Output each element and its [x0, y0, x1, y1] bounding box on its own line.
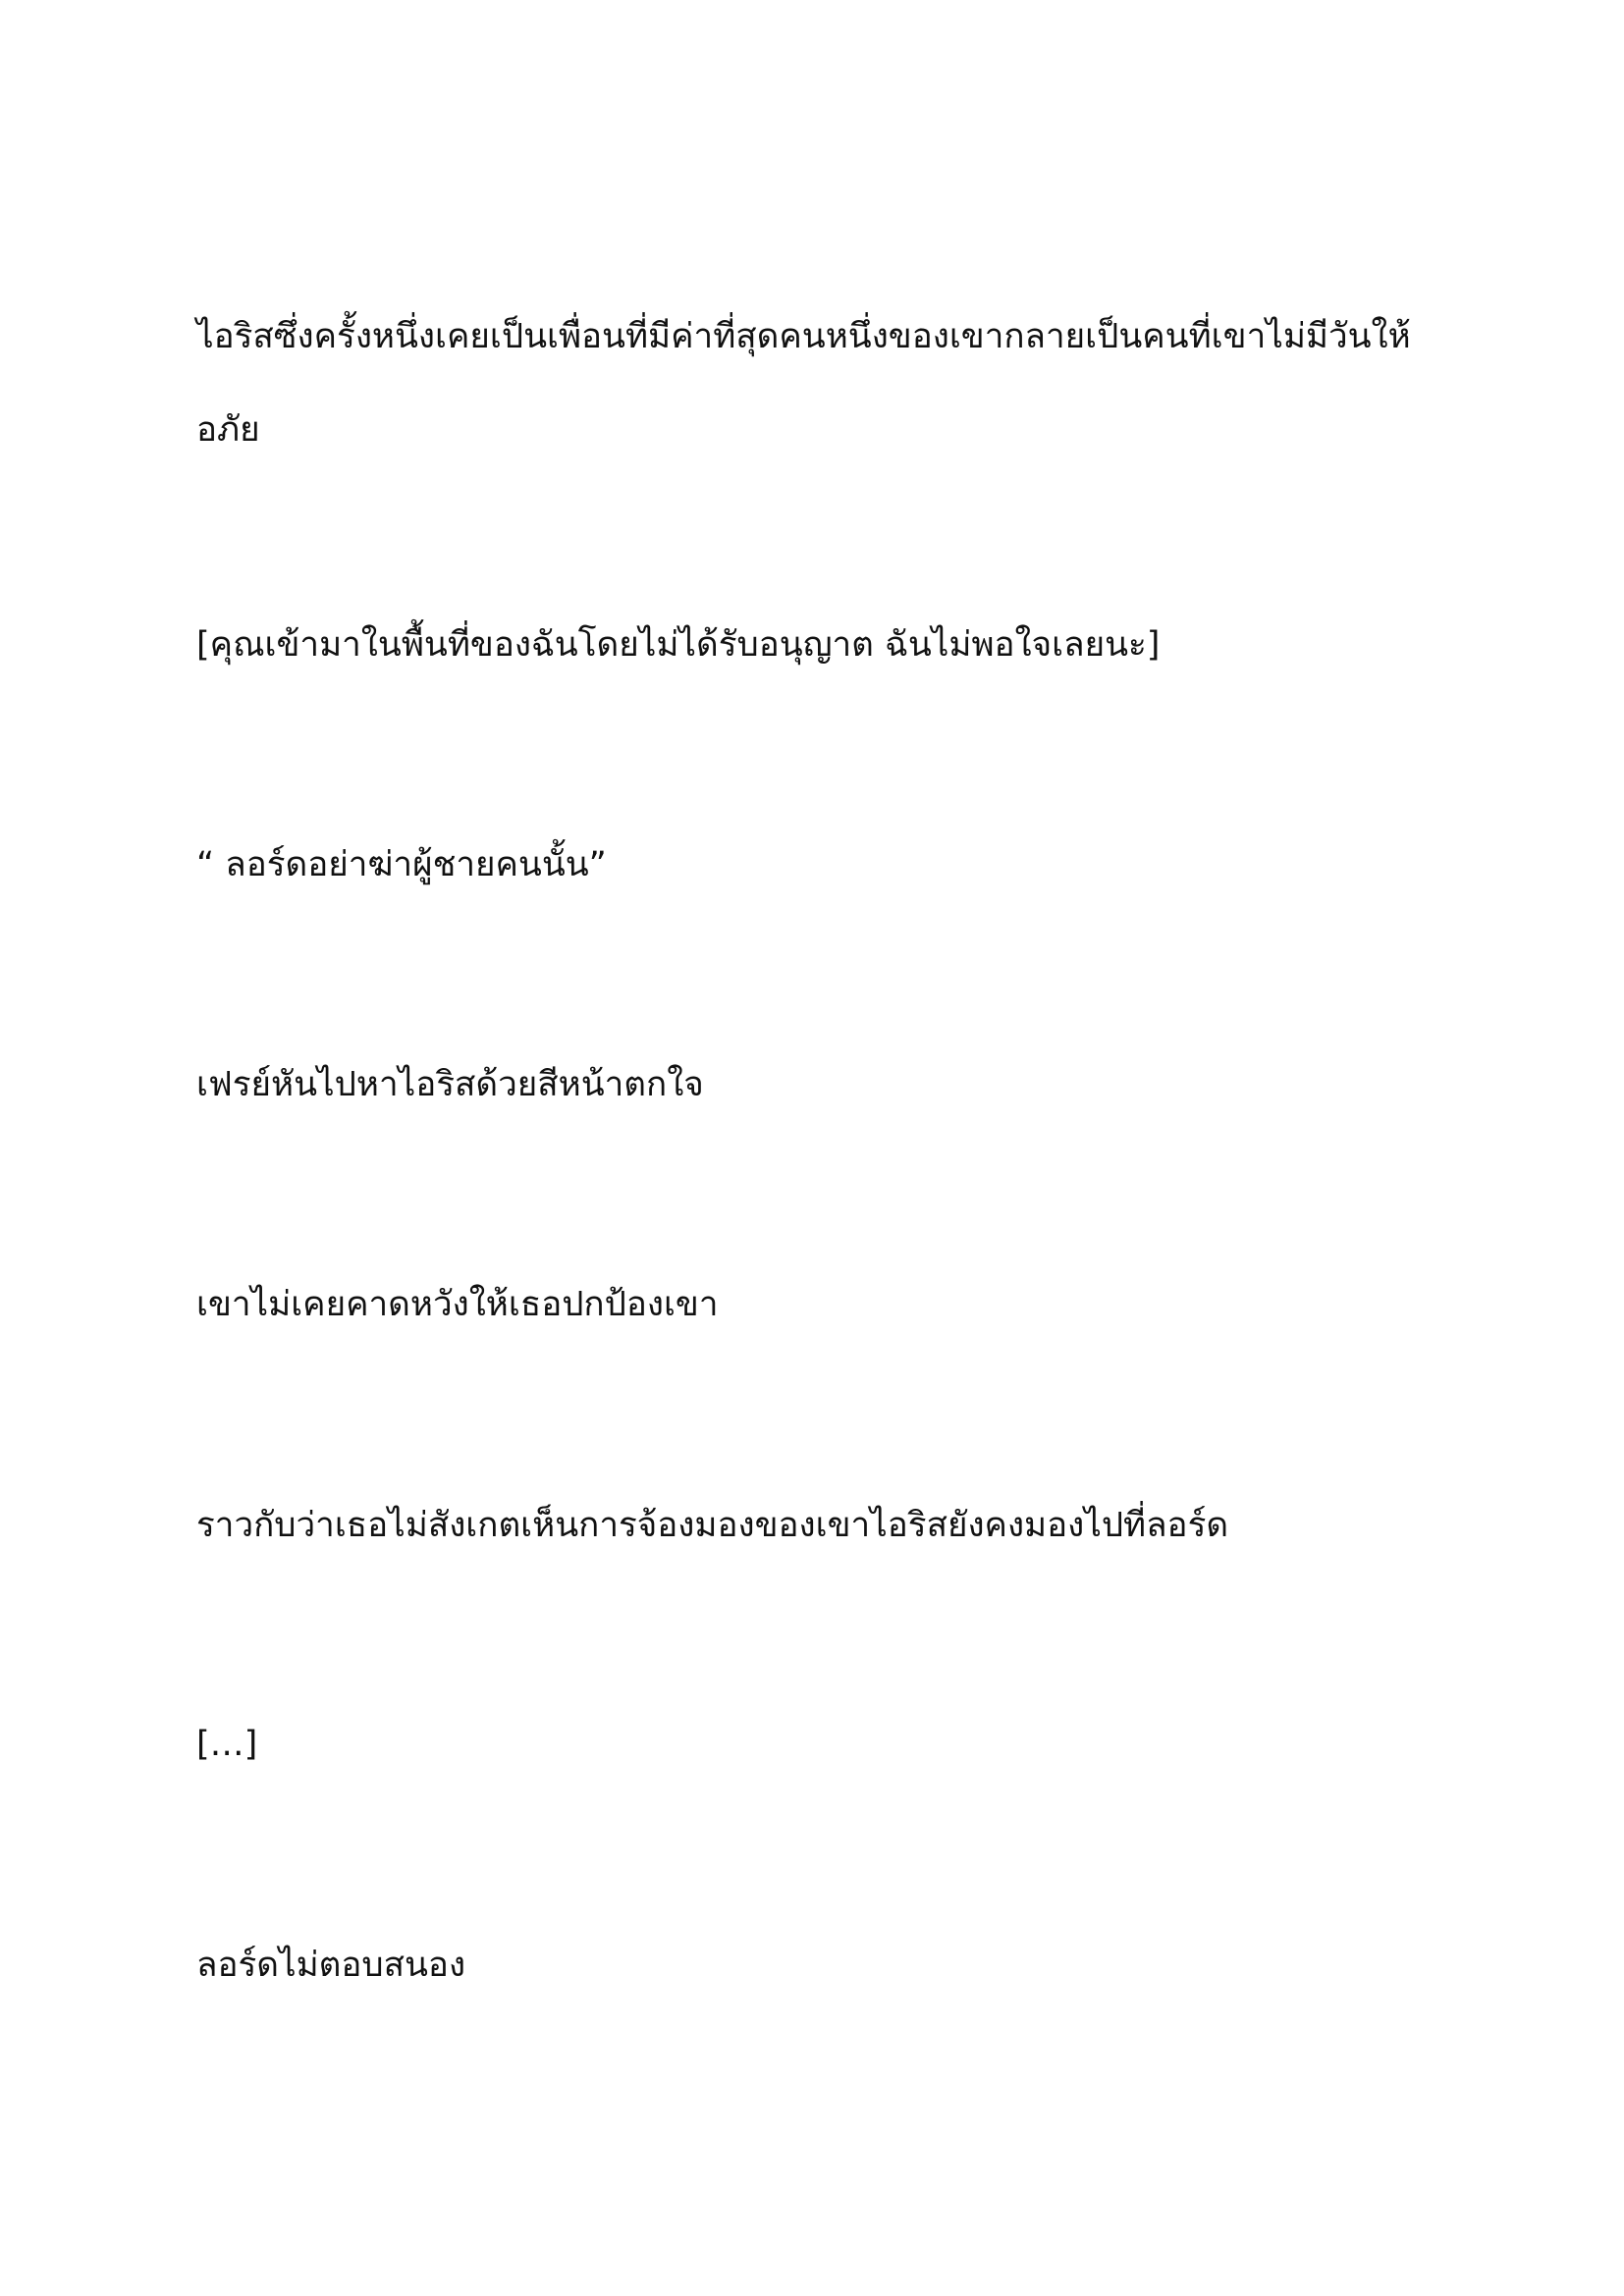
paragraph-6: ราวกับว่าเธอไม่สังเกตเห็นการจ้องมองของเขาไอริสยังคงมองไปที่ลอร์ด: [196, 1506, 1229, 1545]
paragraph-4: เฟรย์หันไปหาไอริสด้วยสีหน้าตกใจ: [196, 1065, 704, 1104]
paragraph-5: เขาไม่เคยคาดหวังให้เธอปกป้องเขา: [196, 1285, 719, 1324]
paragraph-3: “ ลอร์ดอย่าฆ่าผู้ชายคนนั้น”: [196, 845, 607, 884]
paragraph-7: […]: [196, 1725, 258, 1764]
paragraph-1: ไอริสซึ่งครั้งหนึ่งเคยเป็นเพื่อนที่มีค่าที่สุดคนหนึ่งของเขากลายเป็นคนที่เขาไม่มีวันให้อภัย: [196, 317, 1411, 450]
paragraph-8: ลอร์ดไม่ตอบสนอง: [196, 1946, 466, 1985]
paragraph-2: [คุณเข้ามาในพื้นที่ของฉันโดยไม่ได้รับอนุญาต ฉันไม่พอใจเลยนะ]: [196, 625, 1161, 665]
